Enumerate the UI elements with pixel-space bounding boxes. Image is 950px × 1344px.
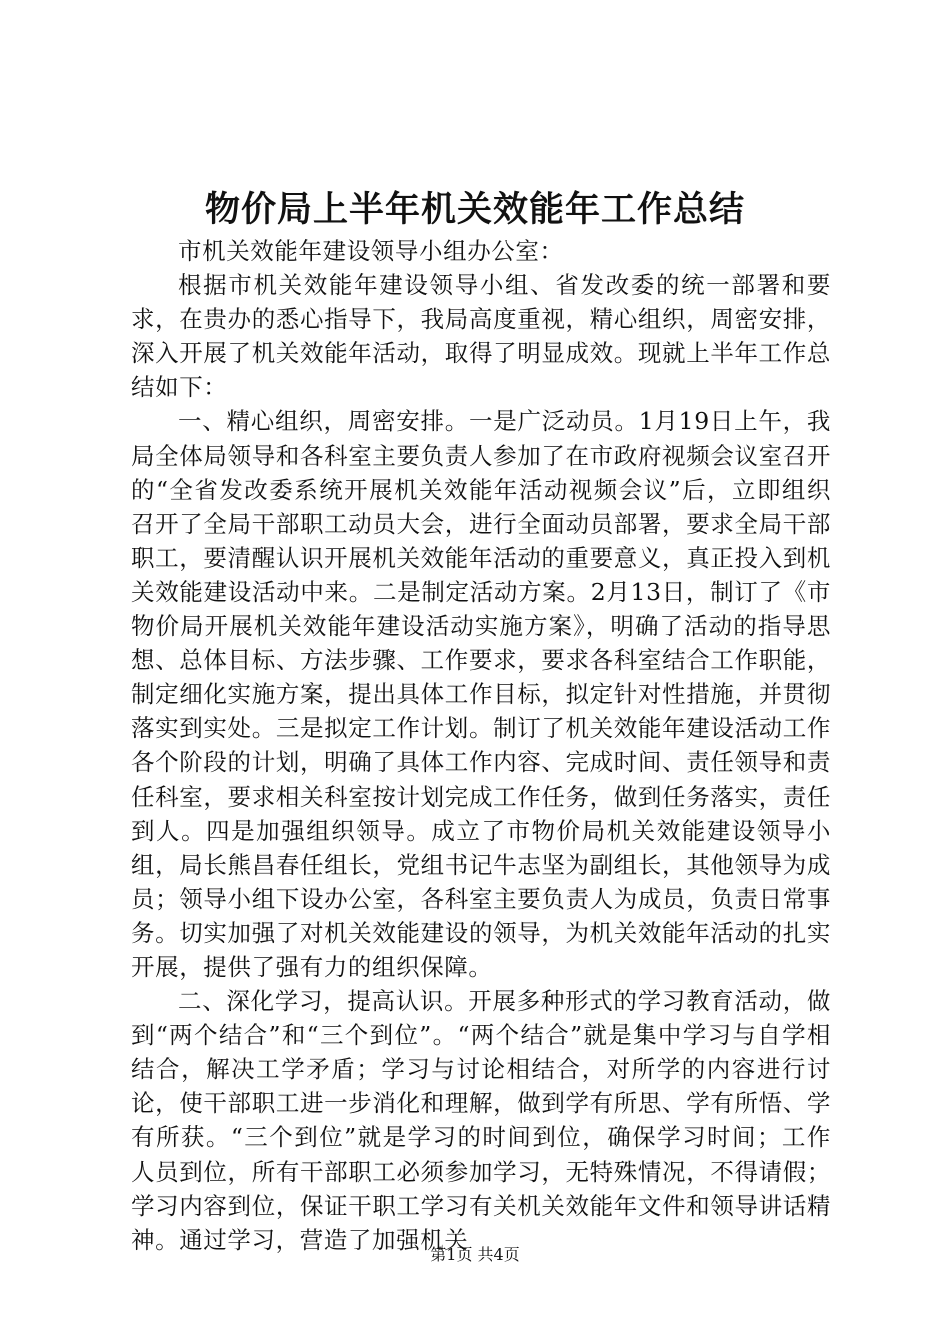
- salutation-paragraph: 市机关效能年建设领导小组办公室：: [178, 237, 564, 265]
- document-body: [131, 234, 831, 1257]
- document-title: 物价局上半年机关效能年工作总结: [204, 189, 745, 230]
- section-one-paragraph: 一、精心组织，周密安排。一是广泛动员。1月19日上午，我局全体局领导和各科室主要负责人参加了在市政府视频会议室召开的“全省发改委系统开展机关效能年活动视频会议”后，立即组织召开了全局干部职工动员大会，进行全面动员部署，要求全局干部职工，要清醒认识开展机关效能年活动的重要意义，真正投入到机关效能建设活动中来。二是制定活动方案。2月13日，制订了《市物价局开展机关效能年建设活动实施方案》，明确了活动的指导思想、总体目标、方法步骤、工作要求，要求各科室结合工作职能，制定细化实施方案，提出具体工作目标，拟定针对性措施，并贯彻落实到实处。三是拟定工作计划。制订了机关效能年建设活动工作各个阶段的计划，明确了具体工作内容、完成时间、责任领导和责任科室，要求相关科室按计划完成工作任务，做到任务落实，责任到人。四是加强组织领导。成立了市物价局机关效能建设领导小组，局长熊昌春任组长，党组书记牛志坚为副组长，其他领导为成员；领导小组下设办公室，各科室主要负责人为成员，负责日常事务。切实加强了对机关效能建设的领导，为机关效能年活动的扎实开展，提供了强有力的组织保障。: [131, 407, 831, 981]
- section-two-paragraph: 二、深化学习，提高认识。开展多种形式的学习教育活动，做到“两个结合”和“三个到位”。“两个结合”就是集中学习与自学相结合，解决工学矛盾；学习与讨论相结合，对所学的内容进行讨论，使干部职工进一步消化和理解，做到学有所思、学有所悟、学有所获。“三个到位”就是学习的时间到位，确保学习时间；工作人员到位，所有干部职工必须参加学习，无特殊情况，不得请假；学习内容到位，保证干职工学习有关机关效能年文件和领导讲话精神。通过学习，营造了加强机关: [131, 987, 831, 1254]
- intro-paragraph: 根据市机关效能年建设领导小组、省发改委的统一部署和要求，在贵办的悉心指导下，我局高度重视，精心组织，周密安排，深入开展了机关效能年活动，取得了明显成效。现就上半年工作总结如下：: [131, 271, 831, 402]
- page-number-footer: 第1页 共4页: [430, 1245, 520, 1264]
